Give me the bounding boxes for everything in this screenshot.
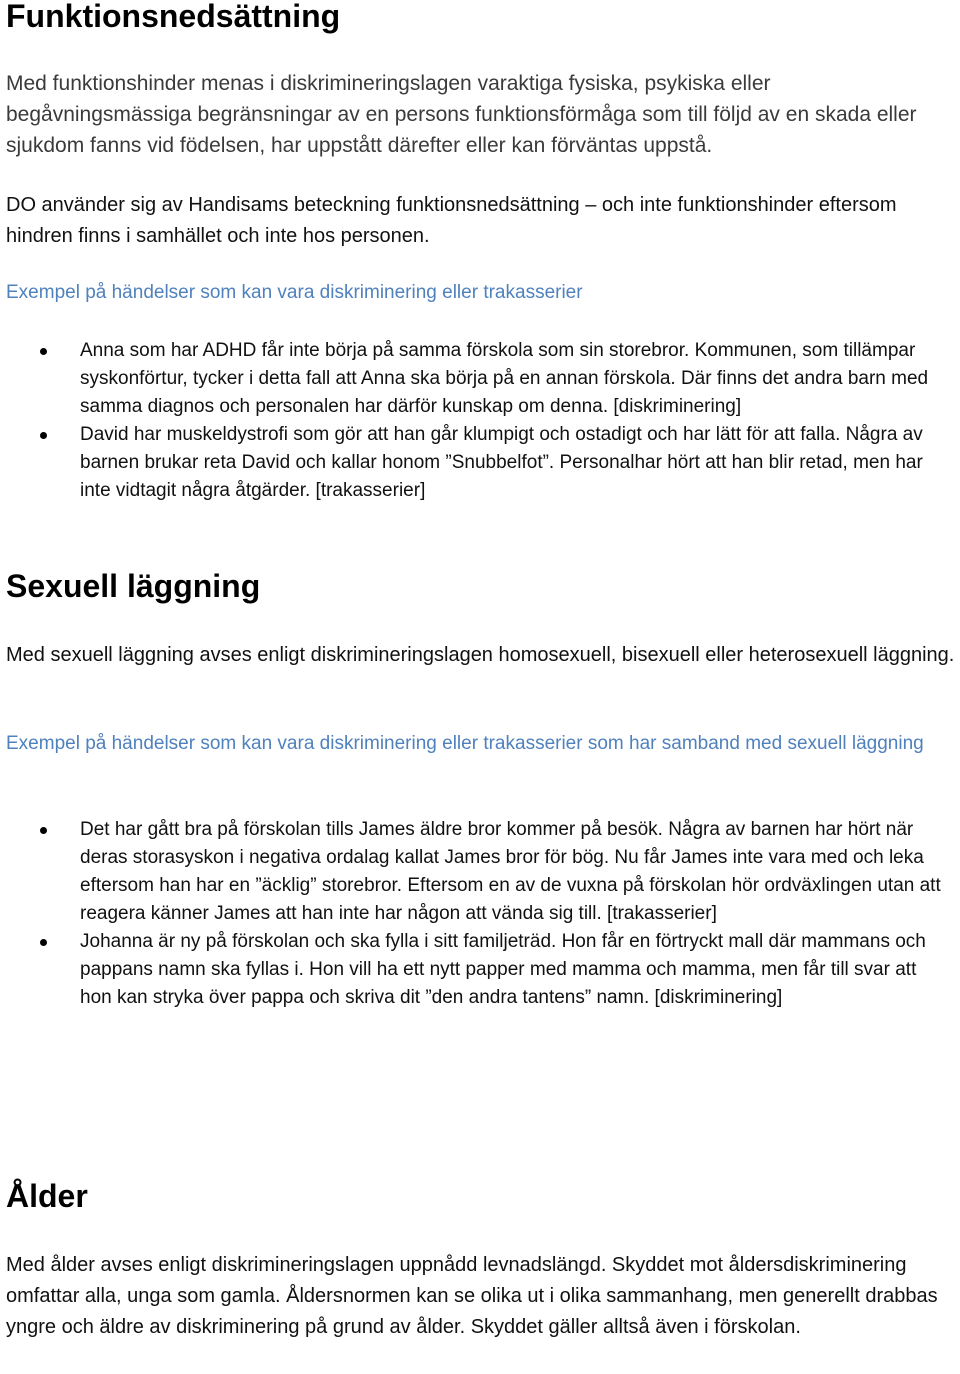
section-heading-alder: Ålder — [6, 1178, 88, 1214]
example-list-sexuell — [0, 816, 950, 1012]
bullet-icon — [40, 348, 47, 355]
list-item-text: Anna som har ADHD får inte börja på samma förskola som sin storebror. Kommunen, som tillämpar syskonförtur, tycker i detta fall att Anna ska börja på en annan förskola. Där finns det andra barn med samma diagnos och personalen har därför kunskap om denna. [diskriminering] — [80, 340, 929, 417]
list-item — [0, 421, 950, 505]
bullet-icon — [40, 827, 47, 834]
paragraph-funktionshinder-definition: Med funktionshinder menas i diskrimineringslagen varaktiga fysiska, psykiska eller begåvningsmässiga begränsningar av en persons funktionsförmåga som till följd av en skada eller sjukdom fanns vid födelsen, har uppstått därefter eller kan förväntas uppstå. — [6, 72, 917, 157]
list-item-text: Johanna är ny på förskolan och ska fylla i sitt familjeträd. Hon får en förtryckt mall där mammans och pappans namn ska fyllas i. Hon vill ha ett nytt papper med mamma och mamma, men får till svar att hon kan stryka över pappa och skriva dit ”den andra tantens” namn. [diskriminering] — [80, 931, 926, 1008]
list-item-text: David har muskeldystrofi som gör att han går klumpigt och ostadigt och har lätt för att falla. Några av barnen brukar reta David och kallar honom ”Snubbelfot”. Personalhar hört att han blir retad, men har inte vidtagit några åtgärder. [trakasserier] — [80, 424, 923, 501]
list-item — [0, 816, 950, 928]
bullet-icon — [40, 939, 47, 946]
bullet-icon — [40, 432, 47, 439]
example-heading-funktion: Exempel på händelser som kan vara diskriminering eller trakasserier — [6, 282, 583, 303]
example-heading-sexuell: Exempel på händelser som kan vara diskriminering eller trakasserier som har samband med sexuell läggning — [6, 733, 924, 754]
list-item — [0, 337, 950, 421]
paragraph-do-beteckning: DO använder sig av Handisams beteckning funktionsnedsättning – och inte funktionshinder eftersom hindren finns i samhället och inte hos personen. — [6, 194, 897, 247]
section-heading-funktionsnedsattning: Funktionsnedsättning — [6, 0, 341, 34]
list-item — [0, 928, 950, 1012]
paragraph-alder-definition: Med ålder avses enligt diskrimineringslagen uppnådd levnadslängd. Skyddet mot åldersdiskriminering omfattar alla, unga som gamla. Åldersnormen kan se olika ut i olika sammanhang, men generellt drabbas yngre och äldre av diskriminering på grund av ålder. Skyddet gäller alltså även i förskolan. — [6, 1254, 938, 1338]
example-list-funktion — [0, 337, 950, 505]
section-heading-sexuell-laggning: Sexuell läggning — [6, 568, 261, 604]
paragraph-sexuell-laggning-definition: Med sexuell läggning avses enligt diskrimineringslagen homosexuell, bisexuell eller heterosexuell läggning. — [6, 644, 955, 666]
list-item-text: Det har gått bra på förskolan tills James äldre bror kommer på besök. Några av barnen har hört när deras storasyskon i negativa ordalag kallat James bror för bög. Nu får James inte vara med och leka eftersom han har en ”äcklig” storebror. Eftersom en av de vuxna på förskolan hör ordväxlingen utan att reagera känner James att han inte har någon att vända sig till. [trakasserier] — [80, 819, 941, 924]
